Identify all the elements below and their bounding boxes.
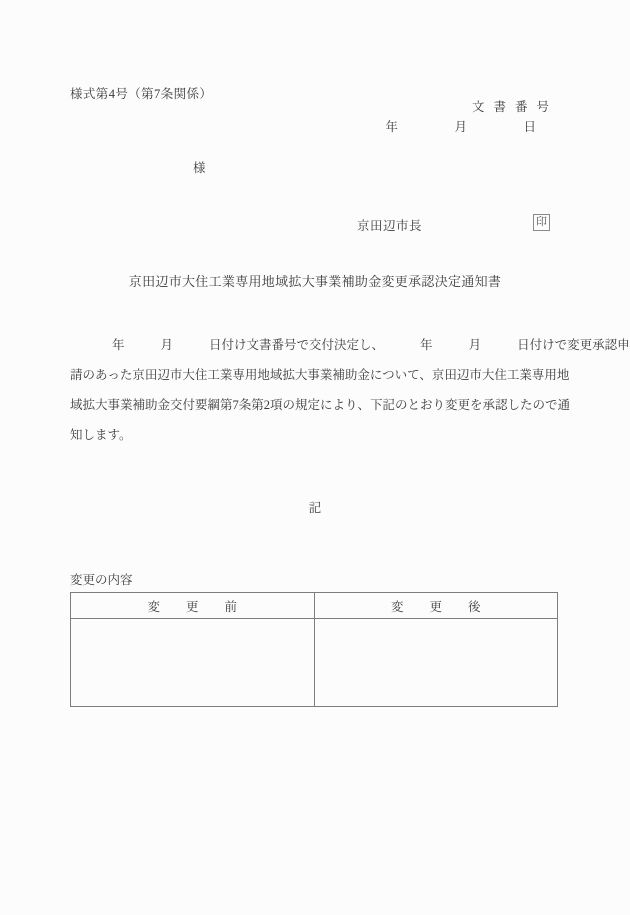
change-content-table bbox=[70, 592, 558, 707]
table-header-after bbox=[314, 593, 558, 619]
body-text bbox=[70, 330, 630, 450]
body-line: 域拡大事業補助金交付要綱第7条第2項の規定により、下記のとおり変更を承認したので通 bbox=[70, 398, 571, 412]
issuer-name: 京田辺市長 bbox=[357, 219, 423, 233]
document-number-label: 文書番号 bbox=[471, 100, 558, 114]
body-text-segment: 年 bbox=[420, 338, 433, 352]
body-text-segment: 月 bbox=[160, 338, 174, 352]
seal-stamp-box: 印 bbox=[533, 214, 550, 231]
document-date-label: 年 月 日 bbox=[385, 120, 558, 134]
table-row bbox=[71, 619, 558, 707]
table-header-before-label: 変更前 bbox=[147, 599, 263, 614]
form-number: 様式第4号（第7条関係） bbox=[70, 87, 213, 101]
table-header-before bbox=[71, 593, 315, 619]
table-header-row bbox=[71, 593, 558, 619]
table-cell-before[interactable] bbox=[71, 619, 315, 707]
document-title: 京田辺市大住工業専用地域拡大事業補助金変更承認決定通知書 bbox=[128, 274, 502, 289]
body-text-segment: 年 bbox=[112, 338, 125, 352]
ki-marker: 記 bbox=[308, 501, 322, 515]
body-line: 請のあった京田辺市大住工業専用地域拡大事業補助金について、京田辺市大住工業専用地 bbox=[70, 368, 570, 382]
body-text-segment: 月 bbox=[468, 338, 482, 352]
table-caption: 変更の内容 bbox=[70, 573, 133, 587]
document-meta-block bbox=[385, 97, 558, 137]
table-body bbox=[71, 619, 558, 707]
body-line bbox=[70, 330, 630, 360]
body-text-segment: 日付け文書番号で交付決定し、 bbox=[209, 338, 385, 352]
body-text-segment: 日付けで変更承認申 bbox=[517, 338, 630, 352]
body-line: 知します。 bbox=[70, 428, 132, 442]
addressee-honorific: 様 bbox=[193, 161, 206, 175]
table-header-after-label: 変更後 bbox=[390, 599, 507, 614]
table-cell-after[interactable] bbox=[314, 619, 558, 707]
